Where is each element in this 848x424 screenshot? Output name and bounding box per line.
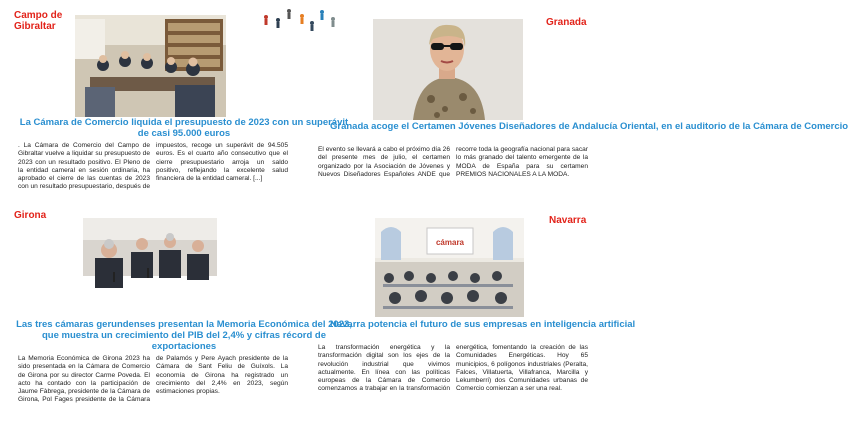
body-campo: . La Cámara de Comercio del Campo de Gibraltar vuelve a liquidar su presupuesto de 2023 con un resultado positivo. El Pleno de la entidad cameral en sesión ordinaria, ha aprobado el cierre de las cuentas de 2023 con un resultado presupuestario, después de impuestos, recoge un superávit de 94.505 euros. Es el cuarto año consecutivo que el cierre presupuestario arroja un saldo positivo, reflejando la excelente salud financiera de la entidad cameral. [...] [18,142,288,191]
region-label-campo: Campo de Gibraltar [14,10,63,32]
headline-navarra[interactable]: Navarra potencia el futuro de sus empresas en inteligencia artificial [330,319,636,330]
fashion-model-photo [373,19,523,120]
region-label-girona: Girona [14,210,47,221]
headline-granada[interactable]: Granada acoge el Certamen Jóvenes Diseñadores de Andalucía Oriental, en el auditorio de la Cámara de Comercio [330,121,848,132]
body-granada: El evento se llevará a cabo el próximo día 26 del presente mes de julio, el certamen organizado por la Asociación de Jóvenes y Nuevos Diseñadores Españoles ANDE que recorre toda la geografía nacional para sacar lo más granado del talento emergente de la MODA de España para su certamen PREMIOS NACIONALES A LA MODA. [318,146,588,178]
headline-campo[interactable]: La Cámara de Comercio liquida el presupuesto de 2023 con un superávit de casi 95.000 euros [19,117,349,139]
svg-text:cámara: cámara [435,238,465,247]
press-conference-photo [83,218,217,308]
region-label-navarra: Navarra [549,215,587,226]
conference-hall-photo [375,218,524,317]
headline-girona[interactable]: Las tres cámaras gerundenses presentan la Memoria Económica del 2023, que muestra un crecimiento del PIB del 2,4% y cifras récord de exportaciones [16,319,352,352]
region-label-granada: Granada [546,17,587,28]
meeting-room-photo [75,15,226,117]
body-navarra: La transformación energética y la transformación digital son los ejes de la revolución industrial que vivimos actualmente. En línea con las políticas europeas de la Cámara de Comercio comenzamos a trabajar en la transformación energética, fomentando la creación de las Comunidades Energéticas. Hoy 65 municipios, 6 polígonos industriales (Peralta, Falces, Villatuerta, Villafranca, Marcilla y Lekumberri) dos Comunidades urbanas de Comercio comienzan a ser una real. [318,344,588,393]
body-girona: La Memoria Económica de Girona 2023 ha sido presentada en la Cámara de Comercio de Girona por su director Carme Poveda. El acto ha contado con la participación de Jaume Fàbrega, presidente de la Cámara de Girona, Pol Fages presidente de la Cámara de Palamós y Pere Ayach presidente de la Cámara de Sant Feliu de Guíxols. La economía de Girona ha registrado un crecimiento del 2,4% en 2023, según estimaciones propias. [18,355,288,404]
people-network-graphic [262,6,338,32]
